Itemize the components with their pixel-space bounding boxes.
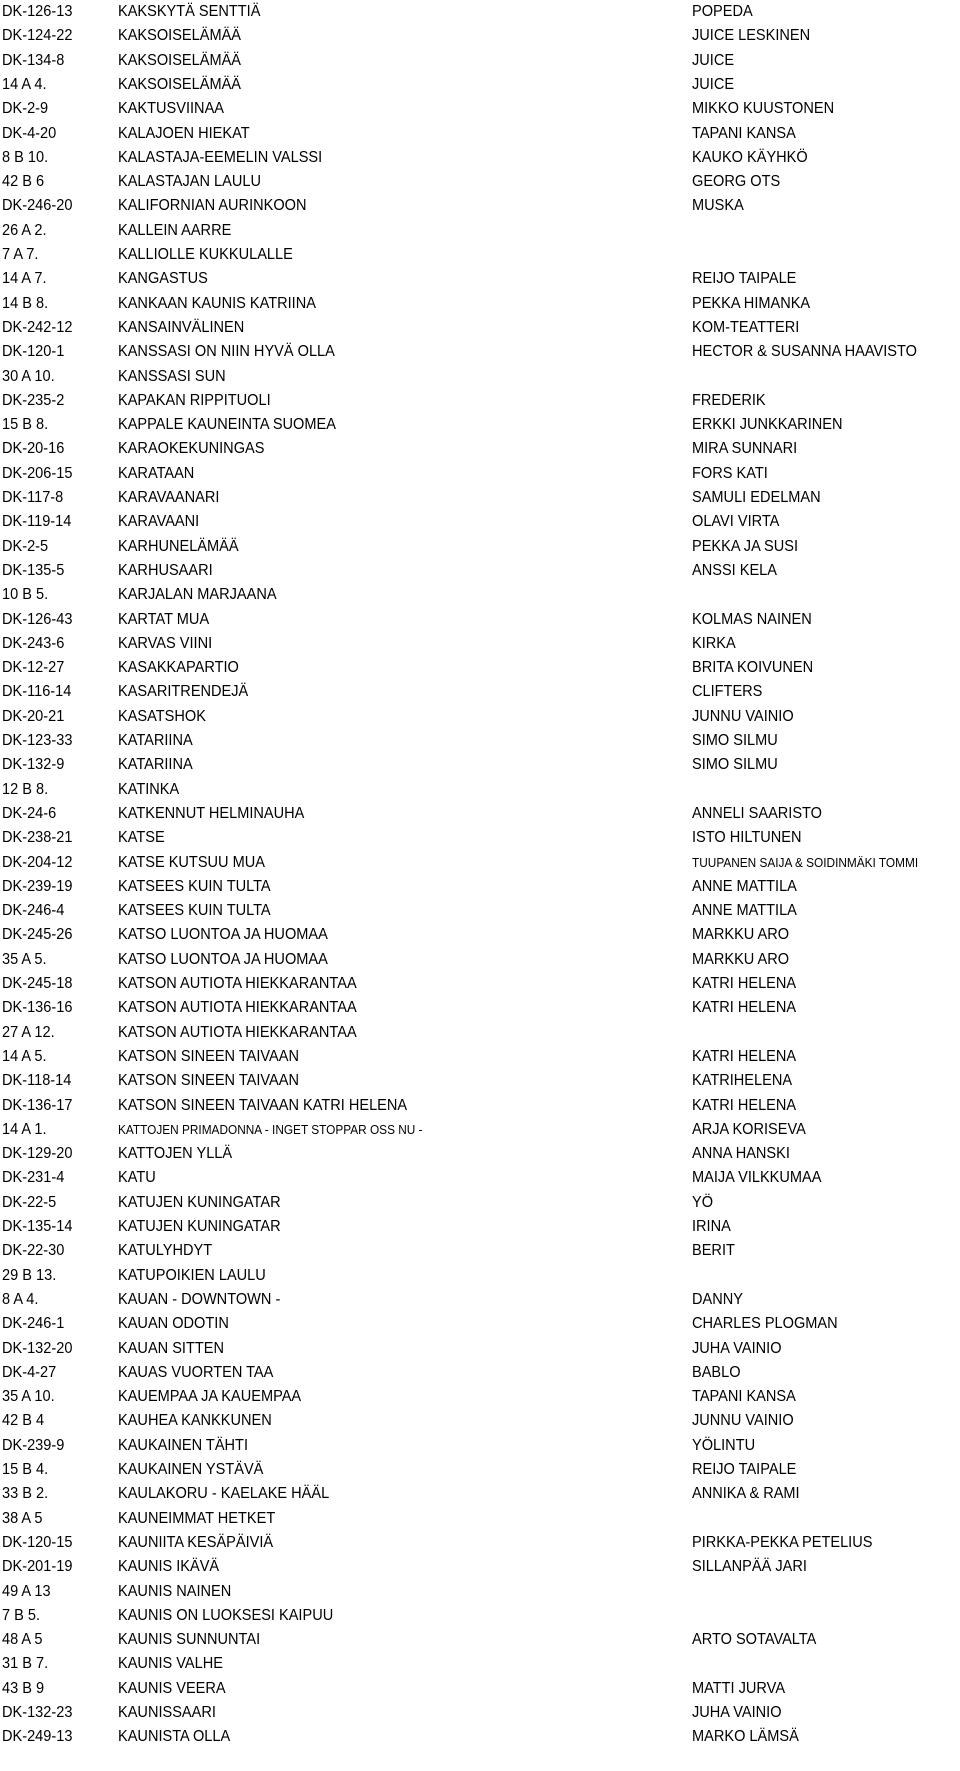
row-title: KALLEIN AARRE bbox=[118, 221, 232, 239]
row-code: 15 B 8. bbox=[2, 416, 49, 434]
row-code: DK-135-14 bbox=[2, 1218, 73, 1235]
list-row bbox=[0, 1021, 960, 1045]
row-code: 14 A 7. bbox=[2, 270, 47, 288]
list-row bbox=[0, 510, 960, 534]
row-artist: ANNE MATTILA bbox=[692, 902, 797, 920]
row-title: KATSON AUTIOTA HIEKKARANTAA bbox=[118, 1023, 357, 1041]
row-artist: TUUPANEN SAIJA & SOIDINMÄKI TOMMI bbox=[692, 854, 919, 870]
row-title: KATU bbox=[118, 1169, 156, 1187]
row-code: 14 A 5. bbox=[2, 1047, 47, 1065]
row-artist: MUSKA bbox=[692, 197, 744, 215]
list-row bbox=[0, 1555, 960, 1579]
row-title: KARAVAANARI bbox=[118, 489, 220, 506]
row-title: KAUAN ODOTIN bbox=[118, 1315, 229, 1333]
row-title: KARTAT MUA bbox=[118, 610, 210, 628]
row-code: DK-2-5 bbox=[2, 537, 49, 555]
row-title: KATSON SINEEN TAIVAAN KATRI HELENA bbox=[118, 1096, 408, 1114]
list-row bbox=[0, 1288, 960, 1312]
list-row bbox=[0, 826, 960, 850]
list-row bbox=[0, 729, 960, 753]
row-title: KATULYHDYT bbox=[118, 1242, 213, 1260]
row-code: DK-132-23 bbox=[2, 1704, 73, 1721]
row-code: DK-123-33 bbox=[2, 732, 73, 749]
row-title: KAUNIS SUNNUNTAI bbox=[118, 1631, 261, 1649]
row-artist: JUHA VAINIO bbox=[692, 1704, 782, 1721]
row-code: 31 B 7. bbox=[2, 1655, 49, 1673]
row-code: 29 B 13. bbox=[2, 1266, 57, 1284]
list-row bbox=[0, 316, 960, 340]
row-code: 7 A 7. bbox=[2, 246, 39, 263]
row-code: DK-246-1 bbox=[2, 1315, 65, 1333]
row-code: DK-2-9 bbox=[2, 100, 49, 118]
row-code: DK-119-14 bbox=[2, 513, 72, 531]
row-title: KARATAAN bbox=[118, 464, 195, 482]
row-title: KARHUNELÄMÄÄ bbox=[118, 537, 239, 555]
row-code: 7 B 5. bbox=[2, 1606, 41, 1624]
row-artist: ANNE MATTILA bbox=[692, 877, 797, 895]
list-row bbox=[0, 365, 960, 389]
row-title: KATSON SINEEN TAIVAAN bbox=[118, 1047, 299, 1065]
row-artist: BERIT bbox=[692, 1242, 735, 1260]
list-row bbox=[0, 1652, 960, 1676]
row-title: KATSON AUTIOTA HIEKKARANTAA bbox=[118, 999, 357, 1017]
row-code: DK-118-14 bbox=[2, 1072, 72, 1090]
list-row bbox=[0, 1725, 960, 1749]
row-code: 10 B 5. bbox=[2, 586, 49, 604]
row-artist: ANNIKA & RAMI bbox=[692, 1485, 800, 1503]
row-code: DK-231-4 bbox=[2, 1169, 65, 1187]
list-row bbox=[0, 1434, 960, 1458]
list-row bbox=[0, 170, 960, 194]
list-row bbox=[0, 1312, 960, 1336]
row-artist: TAPANI KANSA bbox=[692, 124, 796, 142]
row-code: 43 B 9 bbox=[2, 1679, 45, 1697]
row-title: KANSSASI SUN bbox=[118, 367, 226, 385]
row-code: 12 B 8. bbox=[2, 780, 49, 798]
row-artist: ANNA HANSKI bbox=[692, 1145, 790, 1163]
row-title: KAPPALE KAUNEINTA SUOMEA bbox=[118, 416, 336, 434]
list-row bbox=[0, 146, 960, 170]
row-title: KATSE bbox=[118, 829, 165, 847]
list-row bbox=[0, 73, 960, 97]
row-code: 26 A 2. bbox=[2, 221, 47, 239]
list-row bbox=[0, 219, 960, 243]
row-artist: MIRA SUNNARI bbox=[692, 440, 798, 458]
list-row bbox=[0, 267, 960, 291]
row-artist: MARKO LÄMSÄ bbox=[692, 1728, 799, 1746]
row-title: KAULAKORU - KAELAKE HÄÄL bbox=[118, 1485, 330, 1503]
row-artist: KATRI HELENA bbox=[692, 975, 797, 992]
list-row bbox=[0, 1069, 960, 1093]
row-title: KANSAINVÄLINEN bbox=[118, 318, 245, 336]
row-artist: MATTI JURVA bbox=[692, 1679, 786, 1697]
list-row bbox=[0, 802, 960, 826]
list-row bbox=[0, 996, 960, 1020]
row-code: 14 B 8. bbox=[2, 294, 49, 312]
row-code: 8 B 10. bbox=[2, 148, 49, 166]
row-artist: PEKKA JA SUSI bbox=[692, 537, 799, 555]
row-title: KARJALAN MARJAANA bbox=[118, 586, 277, 604]
row-code: DK-116-14 bbox=[2, 683, 72, 701]
row-code: 49 A 13 bbox=[2, 1582, 51, 1600]
list-row bbox=[0, 1385, 960, 1409]
row-code: DK-249-13 bbox=[2, 1728, 73, 1746]
row-title: KATUJEN KUNINGATAR bbox=[118, 1193, 281, 1211]
row-artist: JUICE bbox=[692, 51, 735, 69]
row-code: 35 A 5. bbox=[2, 950, 47, 968]
row-title: KATUPOIKIEN LAULU bbox=[118, 1266, 266, 1284]
row-code: 48 A 5 bbox=[2, 1631, 43, 1649]
row-artist: REIJO TAIPALE bbox=[692, 270, 797, 288]
list-row bbox=[0, 583, 960, 607]
row-artist: KATRI HELENA bbox=[692, 1096, 797, 1114]
row-code: DK-120-15 bbox=[2, 1533, 73, 1551]
row-artist: GEORG OTS bbox=[692, 173, 781, 191]
row-artist: PIRKKA-PEKKA PETELIUS bbox=[692, 1533, 873, 1551]
row-code: DK-206-15 bbox=[2, 464, 73, 482]
list-row bbox=[0, 1264, 960, 1288]
row-title: KAUKAINEN YSTÄVÄ bbox=[118, 1461, 264, 1478]
list-row bbox=[0, 1677, 960, 1701]
row-artist: JUICE bbox=[692, 75, 735, 93]
row-artist: CHARLES PLOGMAN bbox=[692, 1315, 838, 1333]
row-title: KALASTAJAN LAULU bbox=[118, 173, 261, 191]
row-title: KATSON SINEEN TAIVAAN bbox=[118, 1072, 299, 1090]
row-code: 33 B 2. bbox=[2, 1485, 49, 1503]
row-code: DK-120-1 bbox=[2, 343, 65, 361]
row-code: 27 A 12. bbox=[2, 1023, 55, 1041]
list-row bbox=[0, 1409, 960, 1433]
row-artist: OLAVI VIRTA bbox=[692, 513, 780, 531]
list-row bbox=[0, 389, 960, 413]
row-title: KATSON AUTIOTA HIEKKARANTAA bbox=[118, 975, 357, 992]
row-code: DK-134-8 bbox=[2, 51, 65, 69]
row-code: DK-246-20 bbox=[2, 197, 73, 215]
row-title: KAKTUSVIINAA bbox=[118, 100, 225, 118]
row-artist: ARJA KORISEVA bbox=[692, 1120, 806, 1138]
list-row bbox=[0, 632, 960, 656]
list-row bbox=[0, 292, 960, 316]
row-title: KAUNEIMMAT HETKET bbox=[118, 1509, 276, 1527]
list-row bbox=[0, 413, 960, 437]
list-row bbox=[0, 1361, 960, 1385]
row-title: KAUNISSAARI bbox=[118, 1704, 216, 1721]
row-code: DK-246-4 bbox=[2, 902, 65, 920]
row-title: KAPAKAN RIPPITUOLI bbox=[118, 391, 271, 409]
row-title: KAUNIS NAINEN bbox=[118, 1582, 232, 1600]
row-code: 42 B 6 bbox=[2, 173, 45, 191]
list-row bbox=[0, 656, 960, 680]
row-code: DK-242-12 bbox=[2, 318, 73, 336]
row-artist: KATRI HELENA bbox=[692, 1047, 797, 1065]
row-code: DK-135-5 bbox=[2, 561, 65, 579]
row-code: DK-136-17 bbox=[2, 1096, 73, 1114]
list-row bbox=[0, 1701, 960, 1725]
row-title: KALIFORNIAN AURINKOON bbox=[118, 197, 307, 215]
row-title: KARVAS VIINI bbox=[118, 634, 213, 652]
list-row bbox=[0, 1166, 960, 1190]
row-title: KAKSOISELÄMÄÄ bbox=[118, 51, 242, 69]
row-artist: ISTO HILTUNEN bbox=[692, 829, 802, 847]
list-row bbox=[0, 608, 960, 632]
row-artist: BABLO bbox=[692, 1363, 741, 1381]
row-artist: SIMO SILMU bbox=[692, 756, 778, 774]
row-artist: HECTOR & SUSANNA HAAVISTO bbox=[692, 343, 917, 361]
list-row bbox=[0, 1604, 960, 1628]
row-code: DK-12-27 bbox=[2, 659, 65, 677]
row-artist: KATRIHELENA bbox=[692, 1072, 793, 1090]
row-artist: MIKKO KUUSTONEN bbox=[692, 100, 835, 118]
row-title: KASATSHOK bbox=[118, 707, 206, 725]
list-row bbox=[0, 0, 960, 24]
row-artist: JUHA VAINIO bbox=[692, 1339, 782, 1357]
list-row bbox=[0, 486, 960, 510]
row-code: DK-22-5 bbox=[2, 1193, 57, 1211]
row-title: KARAOKEKUNINGAS bbox=[118, 440, 265, 458]
row-artist: TAPANI KANSA bbox=[692, 1388, 796, 1406]
row-code: 14 A 1. bbox=[2, 1120, 47, 1138]
row-title: KAUHEA KANKKUNEN bbox=[118, 1412, 272, 1430]
list-row bbox=[0, 1239, 960, 1263]
row-title: KASAKKAPARTIO bbox=[118, 659, 239, 677]
row-title: KAUAS VUORTEN TAA bbox=[118, 1363, 274, 1381]
row-code: DK-126-13 bbox=[2, 3, 73, 20]
row-artist: SAMULI EDELMAN bbox=[692, 489, 821, 506]
list-row bbox=[0, 340, 960, 364]
row-code: DK-239-19 bbox=[2, 877, 73, 895]
list-row bbox=[0, 462, 960, 486]
row-title: KAUEMPAA JA KAUEMPAA bbox=[118, 1388, 302, 1406]
row-title: KATSO LUONTOA JA HUOMAA bbox=[118, 926, 328, 944]
list-row bbox=[0, 24, 960, 48]
row-title: KARAVAANI bbox=[118, 513, 200, 531]
list-row bbox=[0, 535, 960, 559]
row-artist: KOLMAS NAINEN bbox=[692, 610, 812, 628]
row-title: KARHUSAARI bbox=[118, 561, 213, 579]
list-row bbox=[0, 97, 960, 121]
row-title: KALLIOLLE KUKKULALLE bbox=[118, 246, 293, 263]
row-artist: MARKKU ARO bbox=[692, 926, 790, 944]
list-row bbox=[0, 680, 960, 704]
row-title: KAUNIS VEERA bbox=[118, 1679, 226, 1697]
row-artist: YÖLINTU bbox=[692, 1436, 756, 1454]
row-code: DK-235-2 bbox=[2, 391, 65, 409]
row-artist: KIRKA bbox=[692, 634, 736, 652]
row-code: DK-132-9 bbox=[2, 756, 65, 774]
list-row bbox=[0, 778, 960, 802]
row-title: KAKSOISELÄMÄÄ bbox=[118, 27, 242, 45]
list-row bbox=[0, 194, 960, 218]
row-code: DK-4-20 bbox=[2, 124, 57, 142]
row-title: KATARIINA bbox=[118, 732, 193, 749]
list-row bbox=[0, 1628, 960, 1652]
row-code: DK-22-30 bbox=[2, 1242, 65, 1260]
row-title: KAUNIITA KESÄPÄIVIÄ bbox=[118, 1533, 274, 1551]
row-artist: FORS KATI bbox=[692, 464, 768, 482]
row-code: 35 A 10. bbox=[2, 1388, 55, 1406]
list-row bbox=[0, 122, 960, 146]
list-row bbox=[0, 1118, 960, 1142]
list-row bbox=[0, 437, 960, 461]
row-artist: JUNNU VAINIO bbox=[692, 707, 794, 725]
row-artist: IRINA bbox=[692, 1218, 731, 1235]
row-artist: ANNELI SAARISTO bbox=[692, 804, 823, 822]
row-code: DK-243-6 bbox=[2, 634, 65, 652]
list-row bbox=[0, 49, 960, 73]
row-title: KATINKA bbox=[118, 780, 180, 798]
list-row bbox=[0, 1507, 960, 1531]
row-title: KATTOJEN PRIMADONNA - INGET STOPPAR OSS NU - bbox=[118, 1121, 423, 1137]
row-code: DK-204-12 bbox=[2, 853, 73, 871]
row-artist: SIMO SILMU bbox=[692, 732, 778, 749]
list-row bbox=[0, 753, 960, 777]
row-artist: JUNNU VAINIO bbox=[692, 1412, 794, 1430]
row-artist: CLIFTERS bbox=[692, 683, 763, 701]
list-row bbox=[0, 705, 960, 729]
row-code: 15 B 4. bbox=[2, 1461, 49, 1478]
row-code: DK-20-16 bbox=[2, 440, 65, 458]
list-row bbox=[0, 875, 960, 899]
list-row bbox=[0, 1458, 960, 1482]
row-title: KATARIINA bbox=[118, 756, 193, 774]
row-code: DK-124-22 bbox=[2, 27, 73, 45]
row-artist: FREDERIK bbox=[692, 391, 766, 409]
row-code: DK-239-9 bbox=[2, 1436, 65, 1454]
row-artist: SILLANPÄÄ JARI bbox=[692, 1558, 807, 1576]
row-code: DK-20-21 bbox=[2, 707, 65, 725]
row-title: KATUJEN KUNINGATAR bbox=[118, 1218, 281, 1235]
row-artist: ANSSI KELA bbox=[692, 561, 777, 579]
list-row bbox=[0, 1215, 960, 1239]
row-title: KAUNIS IKÄVÄ bbox=[118, 1558, 220, 1576]
row-code: DK-117-8 bbox=[2, 489, 64, 506]
row-code: DK-126-43 bbox=[2, 610, 73, 628]
row-title: KAUNISTA OLLA bbox=[118, 1728, 231, 1746]
row-code: DK-4-27 bbox=[2, 1363, 57, 1381]
row-title: KANKAAN KAUNIS KATRIINA bbox=[118, 294, 316, 312]
row-code: 42 B 4 bbox=[2, 1412, 45, 1430]
row-code: DK-238-21 bbox=[2, 829, 73, 847]
row-code: DK-136-16 bbox=[2, 999, 73, 1017]
row-code: 38 A 5 bbox=[2, 1509, 43, 1527]
row-artist: ERKKI JUNKKARINEN bbox=[692, 416, 843, 434]
list-row bbox=[0, 1531, 960, 1555]
list-row bbox=[0, 1337, 960, 1361]
row-artist: REIJO TAIPALE bbox=[692, 1461, 797, 1478]
row-code: DK-201-19 bbox=[2, 1558, 73, 1576]
list-row bbox=[0, 1580, 960, 1604]
list-row bbox=[0, 243, 960, 267]
row-code: DK-245-18 bbox=[2, 975, 73, 992]
row-code: DK-245-26 bbox=[2, 926, 73, 944]
row-artist: KOM-TEATTERI bbox=[692, 318, 800, 336]
row-artist: KATRI HELENA bbox=[692, 999, 797, 1017]
row-code: 8 A 4. bbox=[2, 1290, 39, 1308]
row-code: DK-24-6 bbox=[2, 804, 57, 822]
row-title: KAKSKYTÄ SENTTIÄ bbox=[118, 3, 261, 20]
row-title: KATKENNUT HELMINAUHA bbox=[118, 804, 305, 822]
row-artist: JUICE LESKINEN bbox=[692, 27, 811, 45]
row-artist: BRITA KOIVUNEN bbox=[692, 659, 814, 677]
row-artist: ARTO SOTAVALTA bbox=[692, 1631, 817, 1649]
row-code: 14 A 4. bbox=[2, 75, 47, 93]
row-artist: MARKKU ARO bbox=[692, 950, 790, 968]
row-title: KATSEES KUIN TULTA bbox=[118, 902, 271, 920]
list-row bbox=[0, 559, 960, 583]
list-row bbox=[0, 948, 960, 972]
row-title: KAUNIS ON LUOKSESI KAIPUU bbox=[118, 1606, 334, 1624]
list-row bbox=[0, 899, 960, 923]
list-row bbox=[0, 923, 960, 947]
list-row bbox=[0, 1191, 960, 1215]
row-artist: PEKKA HIMANKA bbox=[692, 294, 811, 312]
row-title: KAUAN - DOWNTOWN - bbox=[118, 1290, 281, 1308]
row-artist: MAIJA VILKKUMAA bbox=[692, 1169, 822, 1187]
row-artist: DANNY bbox=[692, 1290, 743, 1308]
row-title: KAUKAINEN TÄHTI bbox=[118, 1436, 248, 1454]
row-title: KANSSASI ON NIIN HYVÄ OLLA bbox=[118, 343, 335, 361]
row-title: KATSE KUTSUU MUA bbox=[118, 853, 265, 871]
row-title: KALAJOEN HIEKAT bbox=[118, 124, 250, 142]
list-row bbox=[0, 972, 960, 996]
list-row bbox=[0, 1142, 960, 1166]
row-title: KATSO LUONTOA JA HUOMAA bbox=[118, 950, 328, 968]
row-artist: POPEDA bbox=[692, 3, 753, 20]
row-code: DK-132-20 bbox=[2, 1339, 73, 1357]
row-title: KATSEES KUIN TULTA bbox=[118, 877, 271, 895]
row-title: KAKSOISELÄMÄÄ bbox=[118, 75, 242, 93]
list-row bbox=[0, 1094, 960, 1118]
list-row bbox=[0, 1482, 960, 1506]
list-row bbox=[0, 1045, 960, 1069]
row-title: KANGASTUS bbox=[118, 270, 208, 288]
row-artist: KAUKO KÄYHKÖ bbox=[692, 148, 808, 166]
row-code: DK-129-20 bbox=[2, 1145, 73, 1163]
row-title: KALASTAJA-EEMELIN VALSSI bbox=[118, 148, 323, 166]
row-title: KAUNIS VALHE bbox=[118, 1655, 223, 1673]
row-title: KAUAN SITTEN bbox=[118, 1339, 224, 1357]
row-code: 30 A 10. bbox=[2, 367, 55, 385]
row-artist: YÖ bbox=[692, 1193, 714, 1211]
list-row bbox=[0, 851, 960, 875]
row-title: KATTOJEN YLLÄ bbox=[118, 1145, 233, 1163]
row-title: KASARITRENDEJÄ bbox=[118, 683, 249, 701]
